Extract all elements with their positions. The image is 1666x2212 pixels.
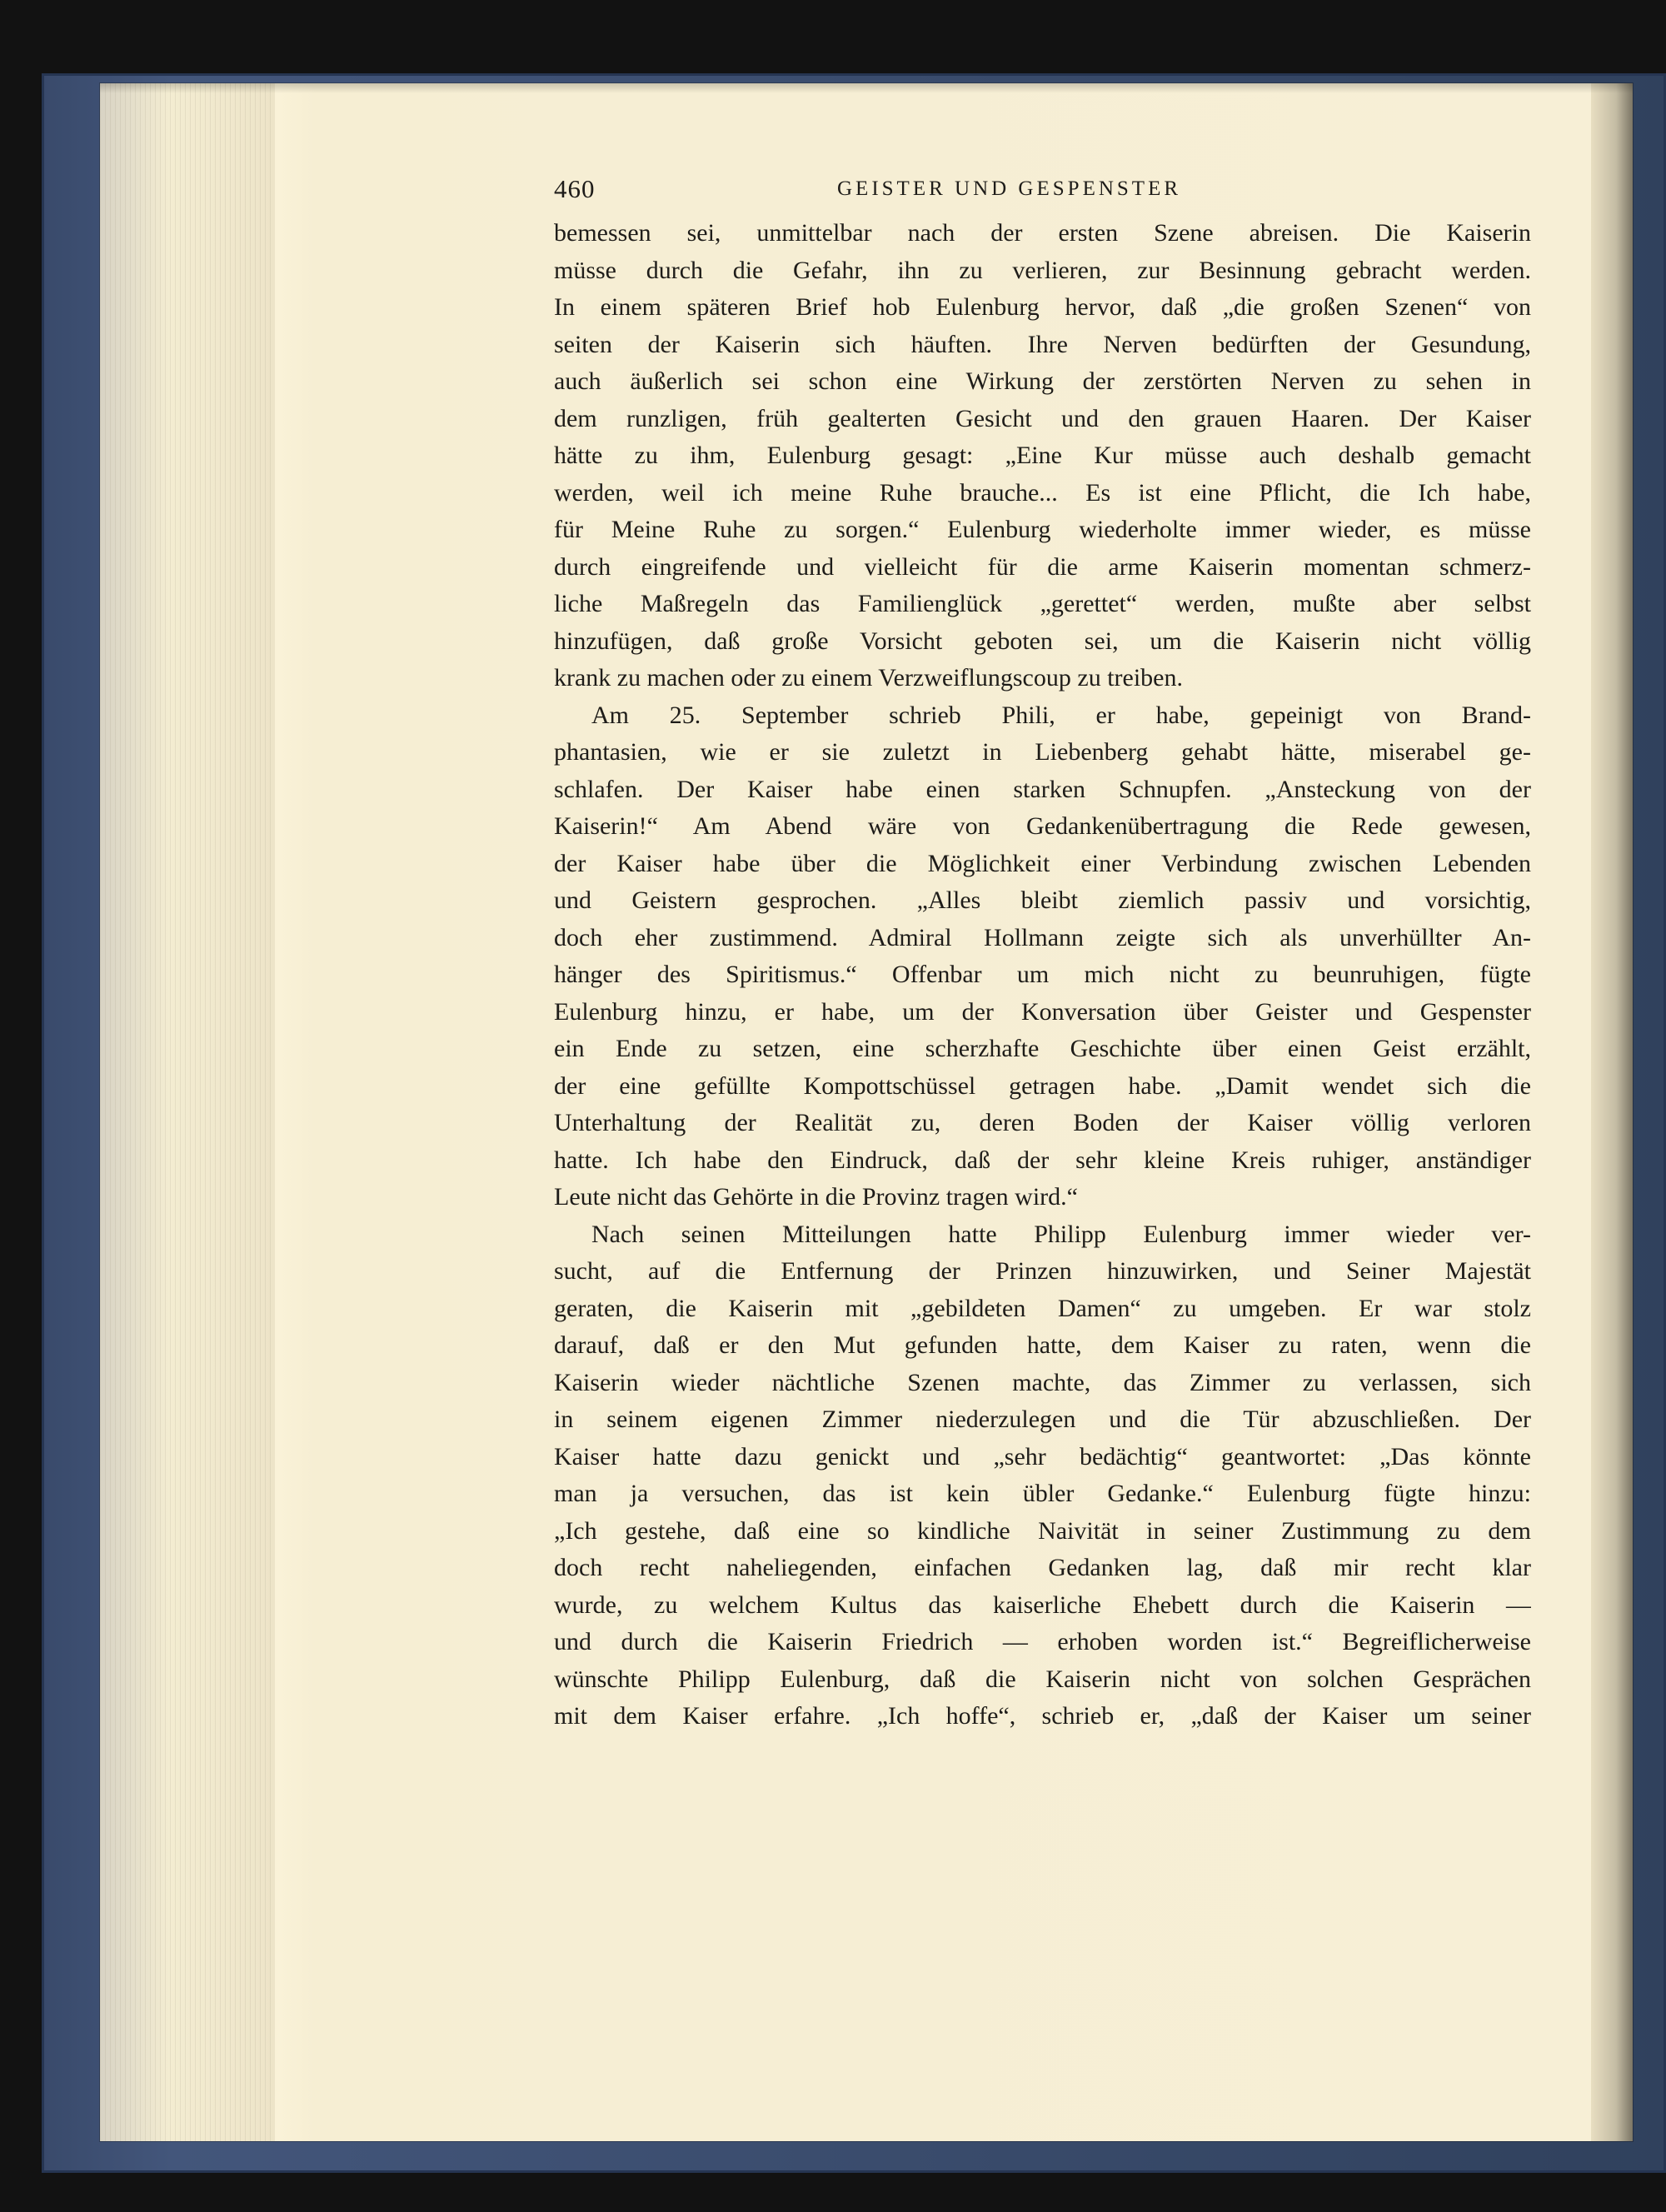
text-line: wurde, zu welchem Kultus das kaiserliche Ehebett durch die Kaiserin —: [554, 1590, 1531, 1619]
text-line: „Ich gestehe, daß eine so kindliche Naivität in seiner Zustimmung zu dem: [554, 1516, 1531, 1545]
text-line: In einem späteren Brief hob Eulenburg hervor, daß „die großen Szenen“ von: [554, 293, 1531, 321]
text-line: auch äußerlich sei schon eine Wirkung der zerstörten Nerven zu sehen in: [554, 367, 1531, 395]
paragraph-end-line: Leute nicht das Gehörte in die Provinz tragen wird.“: [554, 1183, 1078, 1211]
text-line: sucht, auf die Entfernung der Prinzen hinzuwirken, und Seiner Majestät: [554, 1257, 1531, 1285]
text-line: und durch die Kaiserin Friedrich — erhoben worden ist.“ Begreiflicherweise: [554, 1628, 1531, 1655]
text-line: doch eher zustimmend. Admiral Hollmann zeigte sich als unverhüllter An-: [554, 923, 1531, 951]
text-line: hatte. Ich habe den Eindruck, daß der sehr kleine Kreis ruhiger, anständiger: [554, 1146, 1531, 1174]
text-line: phantasien, wie er sie zuletzt in Liebenberg gehabt hätte, miserabel ge-: [554, 738, 1531, 766]
text-line: hätte zu ihm, Eulenburg gesagt: „Eine Kur müsse auch deshalb gemacht: [554, 442, 1531, 469]
text-line: liche Maßregeln das Familienglück „gerettet“ werden, mußte aber selbst: [554, 590, 1531, 617]
text-line: doch recht naheliegenden, einfachen Gedanken lag, daß mir recht klar: [554, 1554, 1531, 1581]
text-line: Unterhaltung der Realität zu, deren Boden der Kaiser völlig verloren: [554, 1109, 1531, 1136]
text-line: geraten, die Kaiserin mit „gebildeten Damen“ zu umgeben. Er war stolz: [554, 1294, 1531, 1322]
body-text: [554, 215, 1531, 1735]
text-line: Kaiser hatte dazu genickt und „sehr bedächtig“ geantwortet: „Das könnte: [554, 1442, 1531, 1471]
text-line: ein Ende zu setzen, eine scherzhafte Geschichte über einen Geist erzählt,: [554, 1035, 1531, 1062]
text-line: dem runzligen, früh gealterten Gesicht und den grauen Haaren. Der Kaiser: [554, 404, 1531, 432]
text-line: werden, weil ich meine Ruhe brauche... Es ist eine Pflicht, die Ich habe,: [554, 478, 1531, 507]
page-gutter: [1591, 83, 1633, 2141]
text-line: Kaiserin!“ Am Abend wäre von Gedankenübertragung die Rede gewesen,: [554, 812, 1531, 840]
text-line: in seinem eigenen Zimmer niederzulegen und die Tür abzuschließen. Der: [554, 1406, 1531, 1433]
text-line: Eulenburg hinzu, er habe, um der Konversation über Geister und Gespenster: [554, 997, 1531, 1026]
text-line: mit dem Kaiser erfahre. „Ich hoffe“, schrieb er, „daß der Kaiser um seiner: [554, 1702, 1531, 1730]
text-line: wünschte Philipp Eulenburg, daß die Kaiserin nicht von solchen Gesprächen: [554, 1665, 1531, 1693]
text-line: müsse durch die Gefahr, ihn zu verlieren, zur Besinnung gebracht werden.: [554, 256, 1531, 284]
page-stack-edge: [100, 83, 275, 2141]
paragraph-start-line: Nach seinen Mitteilungen hatte Philipp Eulenburg immer wieder ver-: [591, 1220, 1531, 1248]
text-line: der Kaiser habe über die Möglichkeit einer Verbindung zwischen Lebenden: [554, 849, 1531, 877]
paragraph-start-line: Am 25. September schrieb Phili, er habe, gepeinigt von Brand-: [591, 701, 1531, 729]
running-head-title: GEISTER UND GESPENSTER: [837, 177, 1182, 200]
text-line: hänger des Spiritismus.“ Offenbar um mich nicht zu beunruhigen, fügte: [554, 961, 1531, 988]
text-line: hinzufügen, daß große Vorsicht geboten sei, um die Kaiserin nicht völlig: [554, 627, 1531, 655]
page-shadow: [100, 83, 1633, 93]
text-line: seiten der Kaiserin sich häuften. Ihre Nerven bedürften der Gesundung,: [554, 330, 1531, 358]
running-head: [554, 171, 1531, 207]
page-content: [554, 171, 1531, 2070]
text-line: für Meine Ruhe zu sorgen.“ Eulenburg wiederholte immer wieder, es müsse: [554, 516, 1531, 543]
text-line: darauf, daß er den Mut gefunden hatte, dem Kaiser zu raten, wenn die: [554, 1331, 1531, 1359]
text-line: bemessen sei, unmittelbar nach der ersten Szene abreisen. Die Kaiserin: [554, 219, 1531, 247]
text-line: man ja versuchen, das ist kein übler Gedanke.“ Eulenburg fügte hinzu:: [554, 1480, 1531, 1507]
text-line: Kaiserin wieder nächtliche Szenen machte, das Zimmer zu verlassen, sich: [554, 1368, 1531, 1396]
page-number: 460: [554, 174, 596, 203]
text-line: und Geistern gesprochen. „Alles bleibt ziemlich passiv und vorsichtig,: [554, 886, 1531, 914]
text-line: schlafen. Der Kaiser habe einen starken Schnupfen. „Ansteckung von der: [554, 775, 1531, 803]
paragraph-end-line: krank zu machen oder zu einem Verzweiflungscoup zu treiben.: [554, 664, 1183, 692]
text-line: durch eingreifende und vielleicht für die arme Kaiserin momentan schmerz-: [554, 552, 1531, 581]
text-line: der eine gefüllte Kompottschüssel getragen habe. „Damit wendet sich die: [554, 1071, 1531, 1100]
